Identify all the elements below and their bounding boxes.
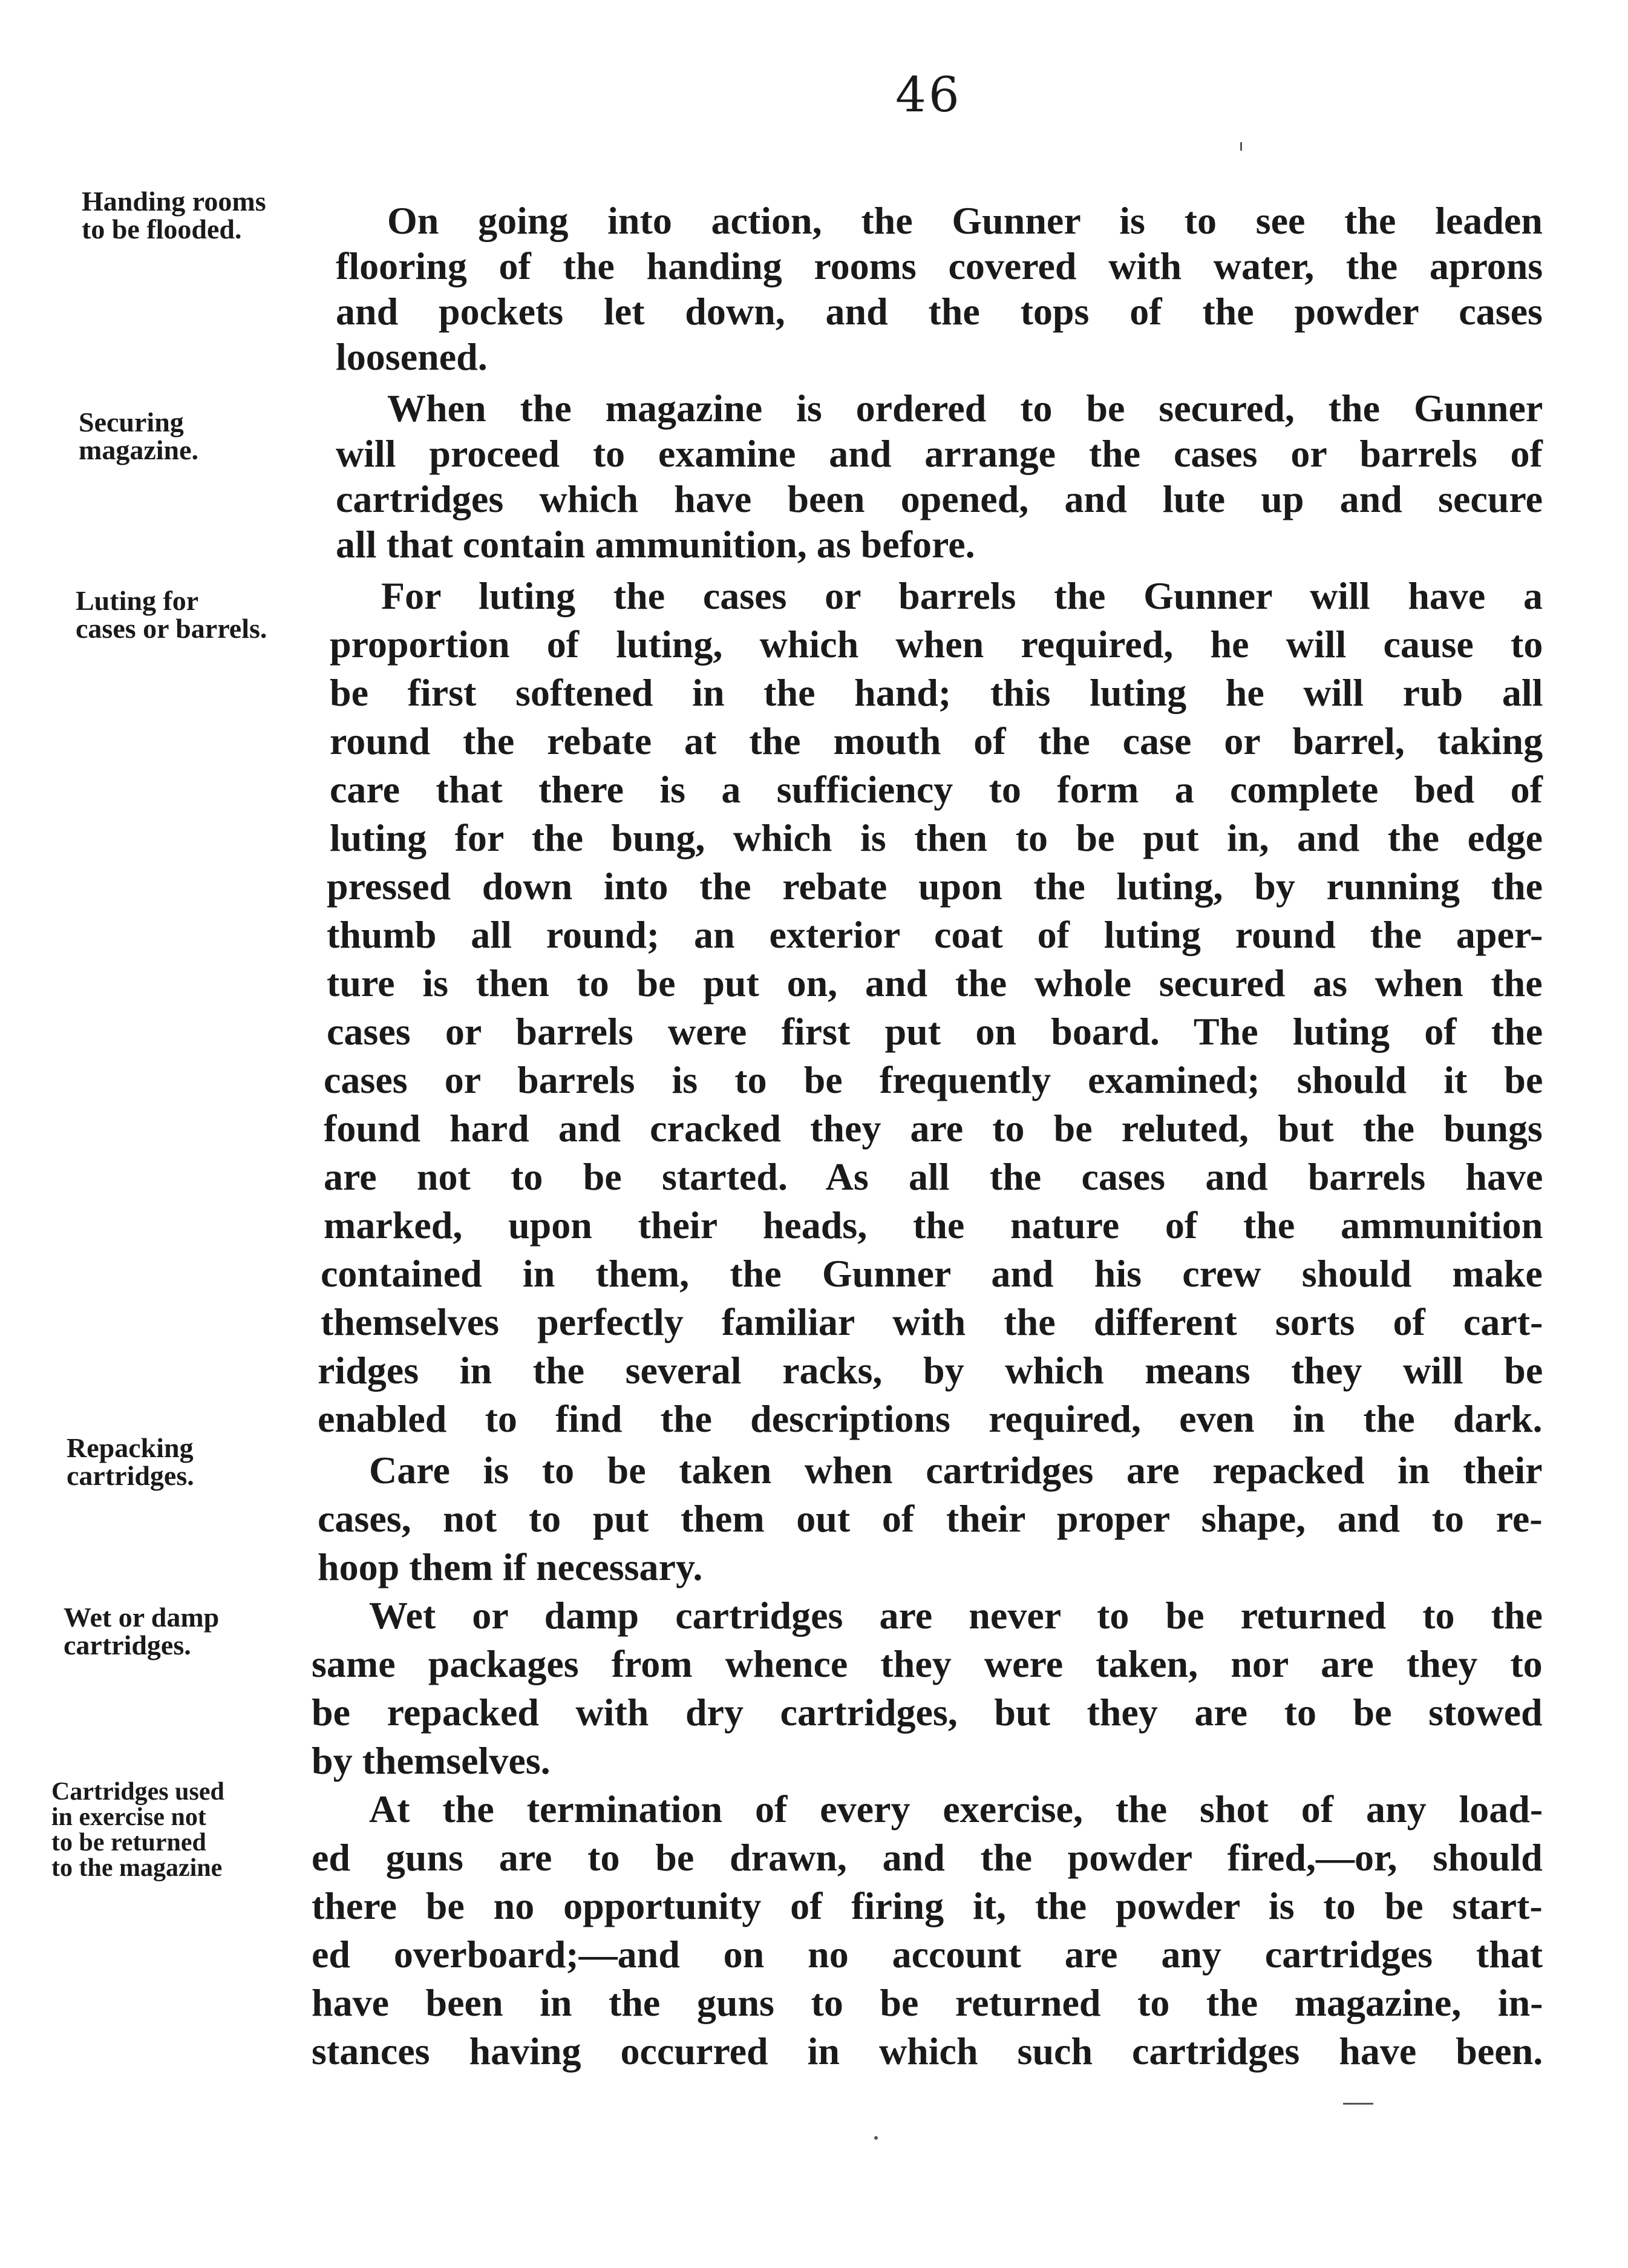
body-line: are not to be started. As all the cases and barrels have [324, 1155, 1543, 1198]
margin-note-wet-damp: Wet or damp cartridges. [64, 1602, 220, 1660]
body-line: be first softened in the hand; this luting he will rub all [330, 671, 1543, 714]
body-line: there be no opportunity of firing it, the powder is to be start- [312, 1884, 1543, 1927]
body-line: ridges in the several racks, by which means they will be [318, 1349, 1543, 1392]
body-line: ed guns are to be drawn, and the powder fired,—or, should [312, 1836, 1543, 1879]
body-line: round the rebate at the mouth of the case or barrel, taking [330, 719, 1543, 762]
margin-note-handing-rooms: Handing rooms to be flooded. [82, 186, 266, 244]
body-line: ed overboard;—and on no account are any cartridges that [312, 1933, 1543, 1976]
rule-mark [1343, 2103, 1373, 2105]
body-line: contained in them, the Gunner and his crew should make [321, 1252, 1543, 1295]
body-line: themselves perfectly familiar with the different sorts of cart- [321, 1300, 1543, 1343]
body-line: hoop them if necessary. [318, 1545, 703, 1588]
body-line: and pockets let down, and the tops of the powder cases [336, 290, 1543, 333]
margin-note-luting: Luting for cases or barrels. [76, 585, 267, 644]
body-line: cases or barrels is to be frequently examined; should it be [324, 1058, 1543, 1101]
body-line: When the magazine is ordered to be secured, the Gunner [387, 387, 1543, 430]
body-line: care that there is a sufficiency to form a complete bed of [330, 768, 1543, 811]
page-number: 46 [895, 67, 962, 123]
body-line: thumb all round; an exterior coat of luting round the aper- [327, 913, 1543, 956]
body-line: Care is to be taken when cartridges are repacked in their [369, 1449, 1543, 1492]
body-line: found hard and cracked they are to be reluted, but the bungs [324, 1107, 1543, 1150]
margin-note-repacking: Repacking cartridges. [67, 1432, 194, 1491]
body-line: cartridges which have been opened, and lute up and secure [336, 477, 1543, 520]
body-line: cases or barrels were first put on board. The luting of the [327, 1010, 1543, 1053]
body-line: marked, upon their heads, the nature of the ammunition [324, 1204, 1543, 1247]
body-line: will proceed to examine and arrange the cases or barrels of [336, 432, 1543, 475]
body-line: luting for the bung, which is then to be put in, and the edge [330, 816, 1543, 859]
body-line: by themselves. [312, 1739, 551, 1782]
body-line: On going into action, the Gunner is to see the leaden [387, 199, 1543, 242]
body-line: stances having occurred in which such cartridges have been. [312, 2030, 1543, 2073]
speck-mark [874, 2136, 878, 2140]
body-line: flooring of the handing rooms covered with water, the aprons [336, 244, 1543, 287]
margin-note-cartridges-exercise: Cartridges used in exercise not to be returned to the magazine [51, 1778, 224, 1882]
speck-mark [1240, 142, 1242, 151]
body-line: all that contain ammunition, as before. [336, 523, 975, 566]
body-line: cases, not to put them out of their proper shape, and to re- [318, 1497, 1543, 1540]
body-line: be repacked with dry cartridges, but they are to be stowed [312, 1691, 1543, 1734]
body-line: At the termination of every exercise, the shot of any load- [369, 1788, 1543, 1830]
body-line: same packages from whence they were taken, nor are they to [312, 1642, 1543, 1685]
body-line: pressed down into the rebate upon the luting, by running the [327, 865, 1543, 908]
body-line: Wet or damp cartridges are never to be returned to the [369, 1594, 1543, 1637]
body-line: have been in the guns to be returned to the magazine, in- [312, 1981, 1543, 2024]
body-line: enabled to find the descriptions required, even in the dark. [318, 1397, 1543, 1440]
margin-note-securing-magazine: Securing magazine. [79, 407, 199, 465]
body-line: ture is then to be put on, and the whole secured as when the [327, 962, 1543, 1005]
body-line: proportion of luting, which when required, he will cause to [330, 623, 1543, 666]
body-line: For luting the cases or barrels the Gunner will have a [381, 574, 1543, 617]
body-line: loosened. [336, 335, 488, 378]
